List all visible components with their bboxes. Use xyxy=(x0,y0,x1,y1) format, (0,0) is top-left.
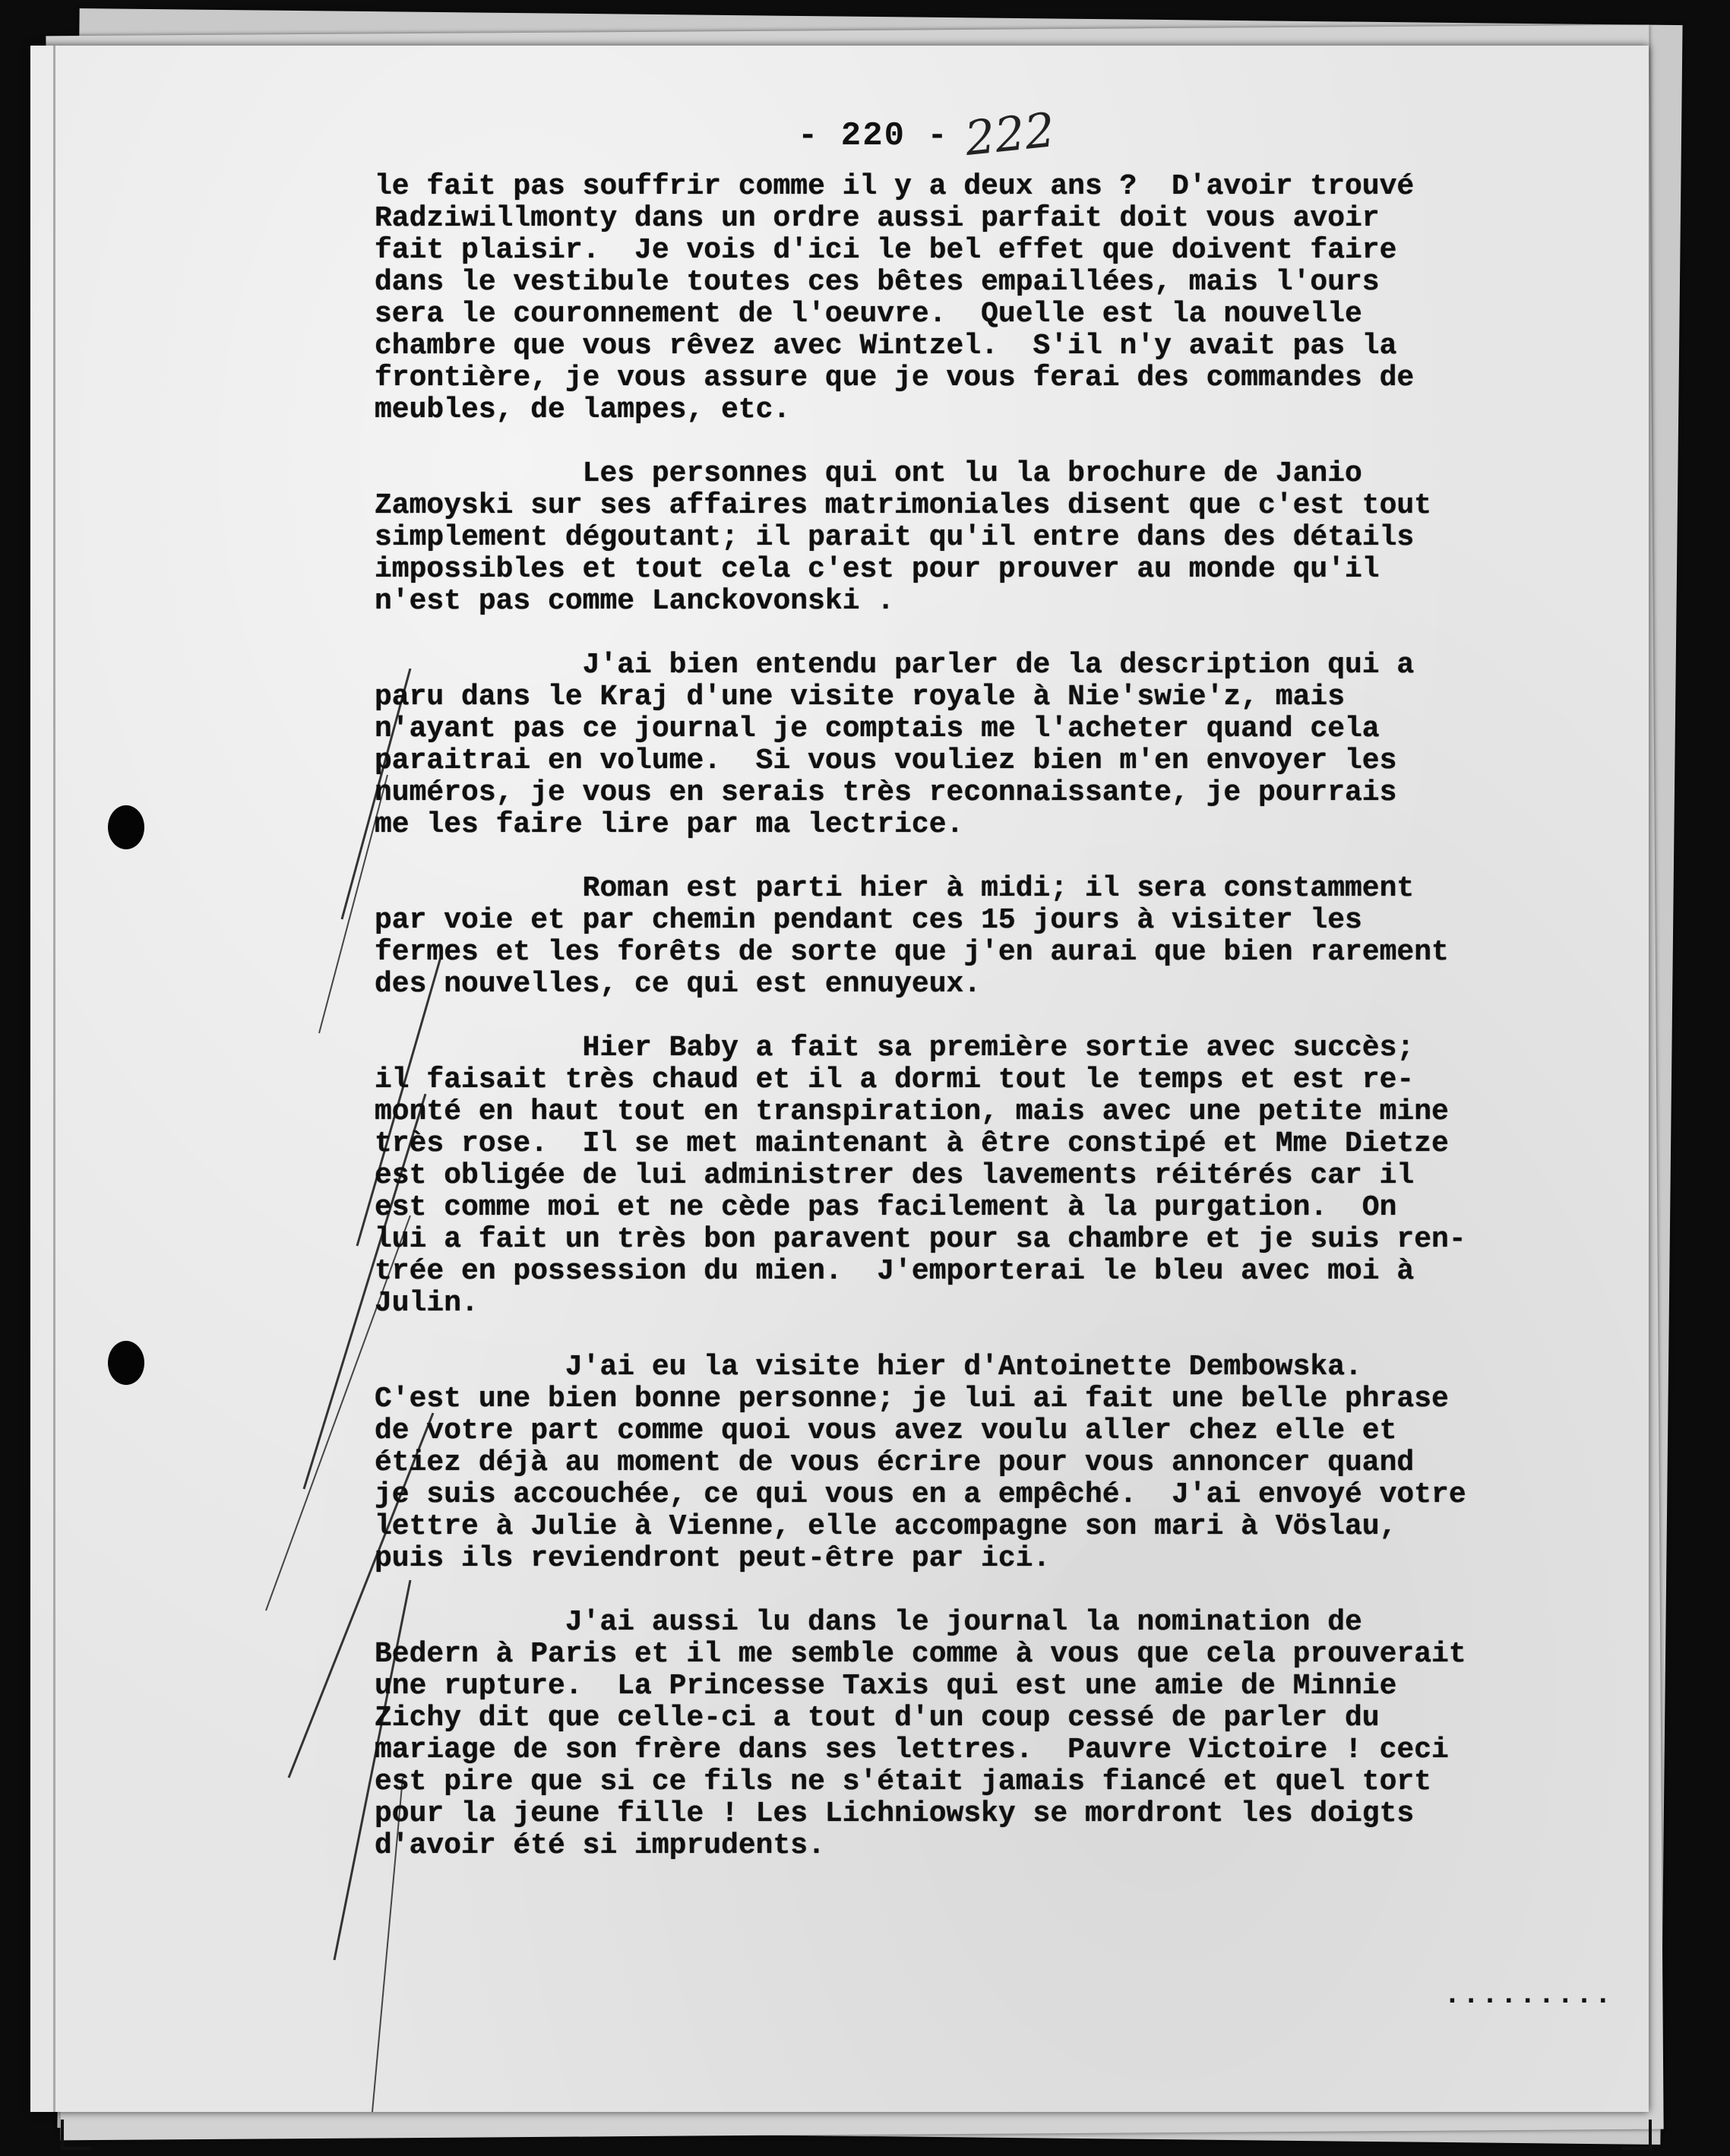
text-line: J'ai bien entendu parler de la description qui a xyxy=(375,649,1415,681)
text-line: J'ai aussi lu dans le journal la nomination de xyxy=(375,1606,1362,1639)
text-line: Radziwillmonty dans un ordre aussi parfait doit vous avoir xyxy=(375,202,1380,235)
text-line: fermes et les forêts de sorte que j'en aurai que bien rarement xyxy=(375,936,1449,969)
punch-hole-icon xyxy=(108,1341,144,1385)
text-line: impossibles et tout cela c'est pour prouver au monde qu'il xyxy=(375,553,1380,586)
text-line: est obligée de lui administrer des lavements réitérés car il xyxy=(375,1159,1415,1192)
paragraph-gap xyxy=(375,841,1621,873)
text-line: Les personnes qui ont lu la brochure de Janio xyxy=(375,457,1362,490)
text-line: il faisait très chaud et il a dormi tout le temps et est re- xyxy=(375,1064,1415,1096)
text-line: numéros, je vous en serais très reconnaissante, je pourrais xyxy=(375,776,1397,809)
paragraph-gap xyxy=(375,426,1621,458)
paragraph-gap xyxy=(375,1001,1621,1032)
text-line: Roman est parti hier à midi; il sera constamment xyxy=(375,872,1415,905)
text-line: trée en possession du mien. J'emporterai le bleu avec moi à xyxy=(375,1255,1415,1288)
text-line: dans le vestibule toutes ces bêtes empaillées, mais l'ours xyxy=(375,266,1380,299)
text-line: frontière, je vous assure que je vous ferai des commandes de xyxy=(375,362,1415,394)
paragraph xyxy=(375,458,1621,618)
page-number xyxy=(760,102,1064,175)
text-line: C'est une bien bonne personne; je lui ai fait une belle phrase xyxy=(375,1383,1449,1415)
text-line: chambre que vous rêvez avec Wintzel. S'il n'y avait pas la xyxy=(375,330,1397,362)
paragraph-gap xyxy=(375,618,1621,650)
text-line: de votre part comme quoi vous avez voulu aller chez elle et xyxy=(375,1415,1397,1447)
corner-mark xyxy=(61,2120,64,2150)
text-line: lettre à Julie à Vienne, elle accompagne son mari à Vöslau, xyxy=(375,1510,1397,1543)
paragraph-gap xyxy=(375,1575,1621,1607)
paragraph xyxy=(375,873,1621,1001)
text-line: mariage de son frère dans ses lettres. Pauvre Victoire ! ceci xyxy=(375,1734,1449,1766)
paragraph xyxy=(375,1607,1621,1862)
letter-body xyxy=(375,171,1621,1862)
text-line: par voie et par chemin pendant ces 15 jours à visiter les xyxy=(375,904,1362,937)
text-line: très rose. Il se met maintenant à être constipé et Mme Dietze xyxy=(375,1127,1449,1160)
sheet-edge-line xyxy=(53,46,55,2112)
handwritten-page-number: 222 xyxy=(962,102,1058,166)
text-line: n'ayant pas ce journal je comptais me l'acheter quand cela xyxy=(375,713,1380,745)
text-line: pour la jeune fille ! Les Lichniowsky se mordront les doigts xyxy=(375,1797,1415,1830)
typed-page-number: - 220 - xyxy=(798,117,949,155)
closing-dots: ......... xyxy=(1444,1979,1614,2012)
paragraph xyxy=(375,1032,1621,1320)
punch-hole-icon xyxy=(108,805,144,849)
paragraph xyxy=(375,650,1621,841)
text-line: Hier Baby a fait sa première sortie avec succès; xyxy=(375,1032,1415,1064)
corner-mark xyxy=(1621,2147,1652,2150)
text-line: fait plaisir. Je vois d'ici le bel effet que doivent faire xyxy=(375,234,1397,267)
corner-mark xyxy=(1649,2120,1652,2150)
text-line: des nouvelles, ce qui est ennuyeux. xyxy=(375,968,982,1001)
text-line: est comme moi et ne cède pas facilement à la purgation. On xyxy=(375,1191,1397,1224)
text-line: Julin. xyxy=(375,1287,479,1320)
paragraph-gap xyxy=(375,1320,1621,1351)
text-line: paru dans le Kraj d'une visite royale à Nie'swie'z, mais xyxy=(375,681,1346,713)
text-line: est pire que si ce fils ne s'était jamais fiancé et quel tort xyxy=(375,1766,1432,1798)
text-line: Zamoyski sur ses affaires matrimoniales disent que c'est tout xyxy=(375,489,1432,522)
text-line: Bedern à Paris et il me semble comme à vous que cela prouverait xyxy=(375,1638,1466,1671)
text-line: J'ai eu la visite hier d'Antoinette Dembowska. xyxy=(375,1351,1362,1383)
text-line: simplement dégoutant; il parait qu'il entre dans des détails xyxy=(375,521,1415,554)
corner-mark xyxy=(61,2147,91,2150)
text-line: monté en haut tout en transpiration, mais avec une petite mine xyxy=(375,1095,1449,1128)
text-line: meubles, de lampes, etc. xyxy=(375,394,791,426)
text-line: je suis accouchée, ce qui vous en a empêché. J'ai envoyé votre xyxy=(375,1478,1466,1511)
text-line: puis ils reviendront peut-être par ici. xyxy=(375,1542,1051,1575)
text-line: paraitrai en volume. Si vous vouliez bien m'en envoyer les xyxy=(375,744,1397,777)
paragraph xyxy=(375,1351,1621,1575)
text-line: Zichy dit que celle-ci a tout d'un coup cessé de parler du xyxy=(375,1702,1380,1734)
text-line: étiez déjà au moment de vous écrire pour vous annoncer quand xyxy=(375,1446,1415,1479)
text-line: n'est pas comme Lanckovonski . xyxy=(375,585,895,618)
text-line: me les faire lire par ma lectrice. xyxy=(375,808,964,841)
text-line: lui a fait un très bon paravent pour sa chambre et je suis ren- xyxy=(375,1223,1466,1256)
text-line: le fait pas souffrir comme il y a deux ans ? D'avoir trouvé xyxy=(375,170,1415,203)
text-line: sera le couronnement de l'oeuvre. Quelle est la nouvelle xyxy=(375,298,1362,330)
text-line: d'avoir été si imprudents. xyxy=(375,1829,825,1862)
text-line: une rupture. La Princesse Taxis qui est une amie de Minnie xyxy=(375,1670,1397,1702)
paragraph xyxy=(375,171,1621,426)
